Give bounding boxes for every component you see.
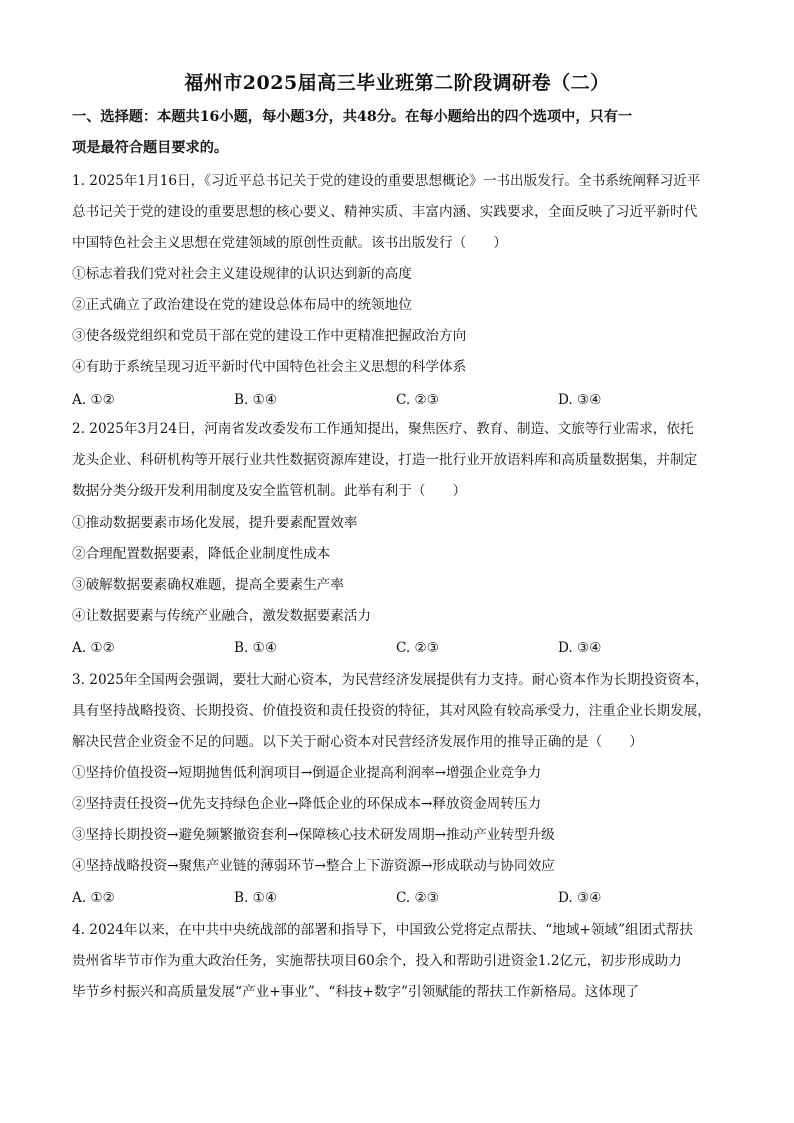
question-item: ②坚持责任投资→优先支持绿色企业→降低企业的环保成本→释放资金周转压力 xyxy=(72,796,542,812)
question-stem-line: 4. 2024年以来，在中共中央统战部的部署和指导下，中国致公党将定点帮扶、“地域+领域”组团式帮扶 xyxy=(72,922,693,938)
option-d: D. ③④ xyxy=(558,890,602,906)
option-b: B. ①④ xyxy=(234,640,278,656)
question-item: ①标志着我们党对社会主义建设规律的认识达到新的高度 xyxy=(72,266,412,282)
option-b: B. ①④ xyxy=(234,392,278,408)
question-item: ①推动数据要素市场化发展，提升要素配置效率 xyxy=(72,515,358,531)
question-item: ③破解数据要素确权难题，提高全要素生产率 xyxy=(72,577,344,593)
question-stem-line: 解决民营企业资金不足的问题。以下关于耐心资本对民营经济发展作用的推导正确的是（ ） xyxy=(72,734,643,750)
option-c: C. ②③ xyxy=(396,640,439,656)
question-item: ③坚持长期投资→避免频繁撤资套利→保障核心技术研发周期→推动产业转型升级 xyxy=(72,827,555,843)
option-d: D. ③④ xyxy=(558,640,602,656)
question-stem-line: 总书记关于党的建设的重要思想的核心要义、精神实质、丰富内涵、实践要求，全面反映了习近平新时代 xyxy=(72,204,698,220)
question-stem-line: 中国特色社会主义思想在党建领域的原创性贡献。该书出版发行（ ） xyxy=(72,235,507,251)
question-stem-line: 2. 2025年3月24日，河南省发改委发布工作通知提出，聚焦医疗、教育、制造、文旅等行业需求，依托 xyxy=(72,421,694,437)
option-b: B. ①④ xyxy=(234,890,278,906)
question-item: ②正式确立了政治建设在党的建设总体布局中的统领地位 xyxy=(72,297,412,313)
section-heading-line: 一、选择题：本题共16小题，每小题3分，共48分。在每小题给出的四个选项中，只有一 xyxy=(72,109,633,125)
question-item: ①坚持价值投资→短期抛售低利润项目→倒逼企业提高利润率→增强企业竞争力 xyxy=(72,765,542,781)
section-heading xyxy=(72,102,732,164)
question-stem-line: 龙头企业、科研机构等开展行业共性数据资源库建设，打造一批行业开放语料库和高质量数据集，并制定 xyxy=(72,452,698,468)
page-title: 福州市2025届高三毕业班第二阶段调研卷（二） xyxy=(184,72,610,94)
question-stem-line: 1. 2025年1月16日，《习近平总书记关于党的建设的重要思想概论》一书出版发行。全书系统阐释习近平 xyxy=(72,173,701,189)
option-a: A. ①② xyxy=(72,640,115,656)
question-item: ③使各级党组织和党员干部在党的建设工作中更精准把握政治方向 xyxy=(72,328,467,344)
option-c: C. ②③ xyxy=(396,890,439,906)
question-stem-line: 具有坚持战略投资、长期投资、价值投资和责任投资的特征，其对风险有较高承受力，注重企业长期发展， xyxy=(72,703,711,719)
question-item: ②合理配置数据要素，降低企业制度性成本 xyxy=(72,546,331,562)
question-stem-line: 数据分类分级开发利用制度及安全监管机制。此举有利于（ ） xyxy=(72,483,467,499)
option-a: A. ①② xyxy=(72,890,115,906)
option-c: C. ②③ xyxy=(396,392,439,408)
section-heading-line: 项是最符合题目要求的。 xyxy=(72,140,229,156)
question-item: ④有助于系统呈现习近平新时代中国特色社会主义思想的科学体系 xyxy=(72,359,467,375)
question-item: ④让数据要素与传统产业融合，激发数据要素活力 xyxy=(72,608,372,624)
option-a: A. ①② xyxy=(72,392,115,408)
question-stem-line: 贵州省毕节市作为重大政治任务，实施帮扶项目60余个，投入和帮助引进资金1.2亿元，初步形成助力 xyxy=(72,953,682,969)
question-stem-line: 毕节乡村振兴和高质量发展“产业+事业”、“科技+数字”引领赋能的帮扶工作新格局。这体现了 xyxy=(72,984,640,1000)
question-item: ④坚持战略投资→聚焦产业链的薄弱环节→整合上下游资源→形成联动与协同效应 xyxy=(72,858,555,874)
question-stem-line: 3. 2025年全国两会强调，要壮大耐心资本，为民营经济发展提供有力支持。耐心资本作为长期投资资本， xyxy=(72,672,709,688)
option-d: D. ③④ xyxy=(558,392,602,408)
